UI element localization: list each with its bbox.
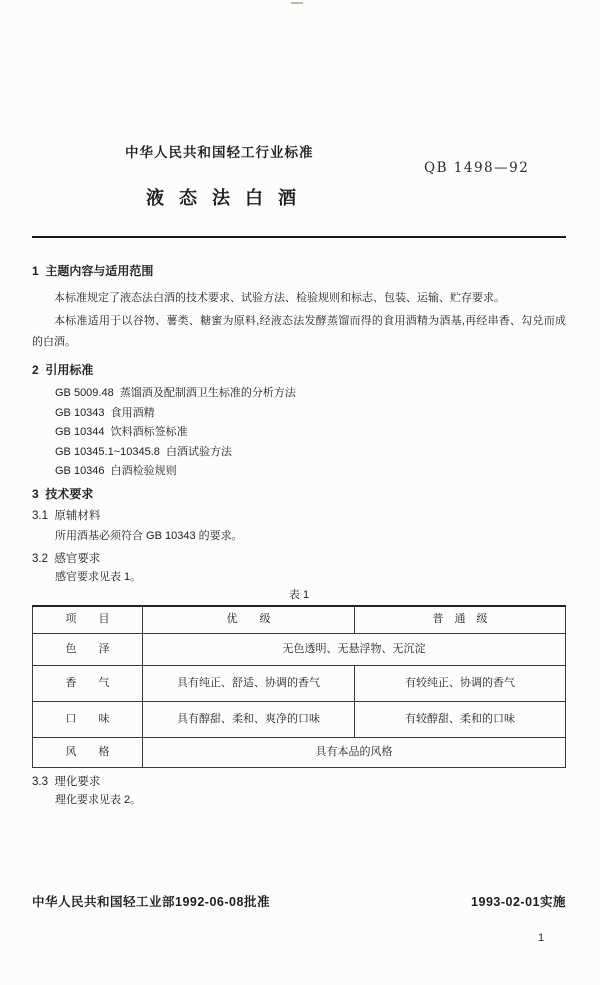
table-cell-value: 无色透明、无悬浮物、无沉淀: [143, 634, 566, 666]
reference-item: GB 10346 白酒检验规则: [55, 465, 177, 477]
section-3-heading: 3 技术要求: [32, 486, 94, 501]
table-cell-ordinary: 有较纯正、协调的香气: [355, 666, 566, 702]
table-cell-premium: 具有醇甜、柔和、爽净的口味: [143, 702, 355, 738]
table-row-taste: [33, 702, 566, 738]
approval-note: 中华人民共和国轻工业部1992-06-08批准: [32, 895, 270, 909]
reference-item: GB 10343 食用酒精: [55, 406, 155, 419]
section-3-2-heading: 3.2 感官要求: [32, 552, 101, 565]
reference-item: GB 5009.48 蒸馏酒及配制酒卫生标准的分析方法: [55, 387, 296, 399]
header-rule: [32, 236, 566, 238]
section-3-1-heading: 3.1 原辅材料: [32, 509, 101, 522]
table-cell-item: 香 气: [33, 666, 143, 702]
section-1-paragraph-1: 本标准规定了液态法白酒的技术要求、试验方法、检验规则和标志、包装、运输、贮存要求。: [54, 292, 505, 304]
document-body: [32, 255, 566, 808]
table-cell-value: 具有本品的风格: [143, 738, 566, 768]
table-row-style: [33, 738, 566, 768]
table-cell-premium: 具有纯正、舒适、协调的香气: [143, 666, 355, 702]
table-cell-ordinary: 有较醇甜、柔和的口味: [355, 702, 566, 738]
scan-artifact: [291, 2, 303, 4]
table-row-aroma: [33, 666, 566, 702]
section-3-2-text: 感官要求见表 1。: [55, 570, 142, 583]
document-title: 液态法白酒: [146, 188, 311, 208]
section-3-3-text: 理化要求见表 2。: [55, 794, 142, 806]
table-cell-item: 口 味: [33, 702, 143, 738]
reference-item: GB 10345.1~10345.8 白酒试验方法: [55, 445, 233, 458]
standard-number: QB 1498—92: [424, 160, 530, 176]
document-footer: [32, 892, 566, 910]
reference-item: GB 10344 饮料酒标签标准: [55, 426, 188, 438]
table-header-item: 项 目: [33, 606, 143, 634]
reference-list: [32, 384, 566, 482]
section-2-heading: 2 引用标准: [32, 363, 94, 377]
table-header-premium-grade: 优 级: [143, 606, 355, 634]
section-1-heading: 1 主题内容与适用范围: [32, 264, 154, 278]
implementation-date: 1993-02-01实施: [471, 895, 566, 909]
table-cell-item: 色 泽: [33, 634, 143, 666]
table-cell-item: 风 格: [33, 738, 143, 768]
section-3-3-heading: 3.3 理化要求: [32, 776, 101, 788]
standard-type-label: 中华人民共和国轻工行业标准: [125, 145, 314, 160]
page-number: 1: [538, 932, 545, 944]
table-1-caption: 表 1: [288, 588, 310, 601]
section-3-1-text: 所用酒基必须符合 GB 10343 的要求。: [55, 529, 243, 542]
table-1: [32, 605, 566, 769]
table-header-ordinary-grade: 普 通 级: [355, 606, 566, 634]
table-header-row: [33, 606, 566, 634]
section-1-paragraph-2: 本标准适用于以谷物、薯类、糖蜜为原料,经液态法发酵蒸馏而得的食用酒精为酒基,再经串香、勾兑而成的白酒。: [32, 315, 566, 348]
table-row-color: [33, 634, 566, 666]
